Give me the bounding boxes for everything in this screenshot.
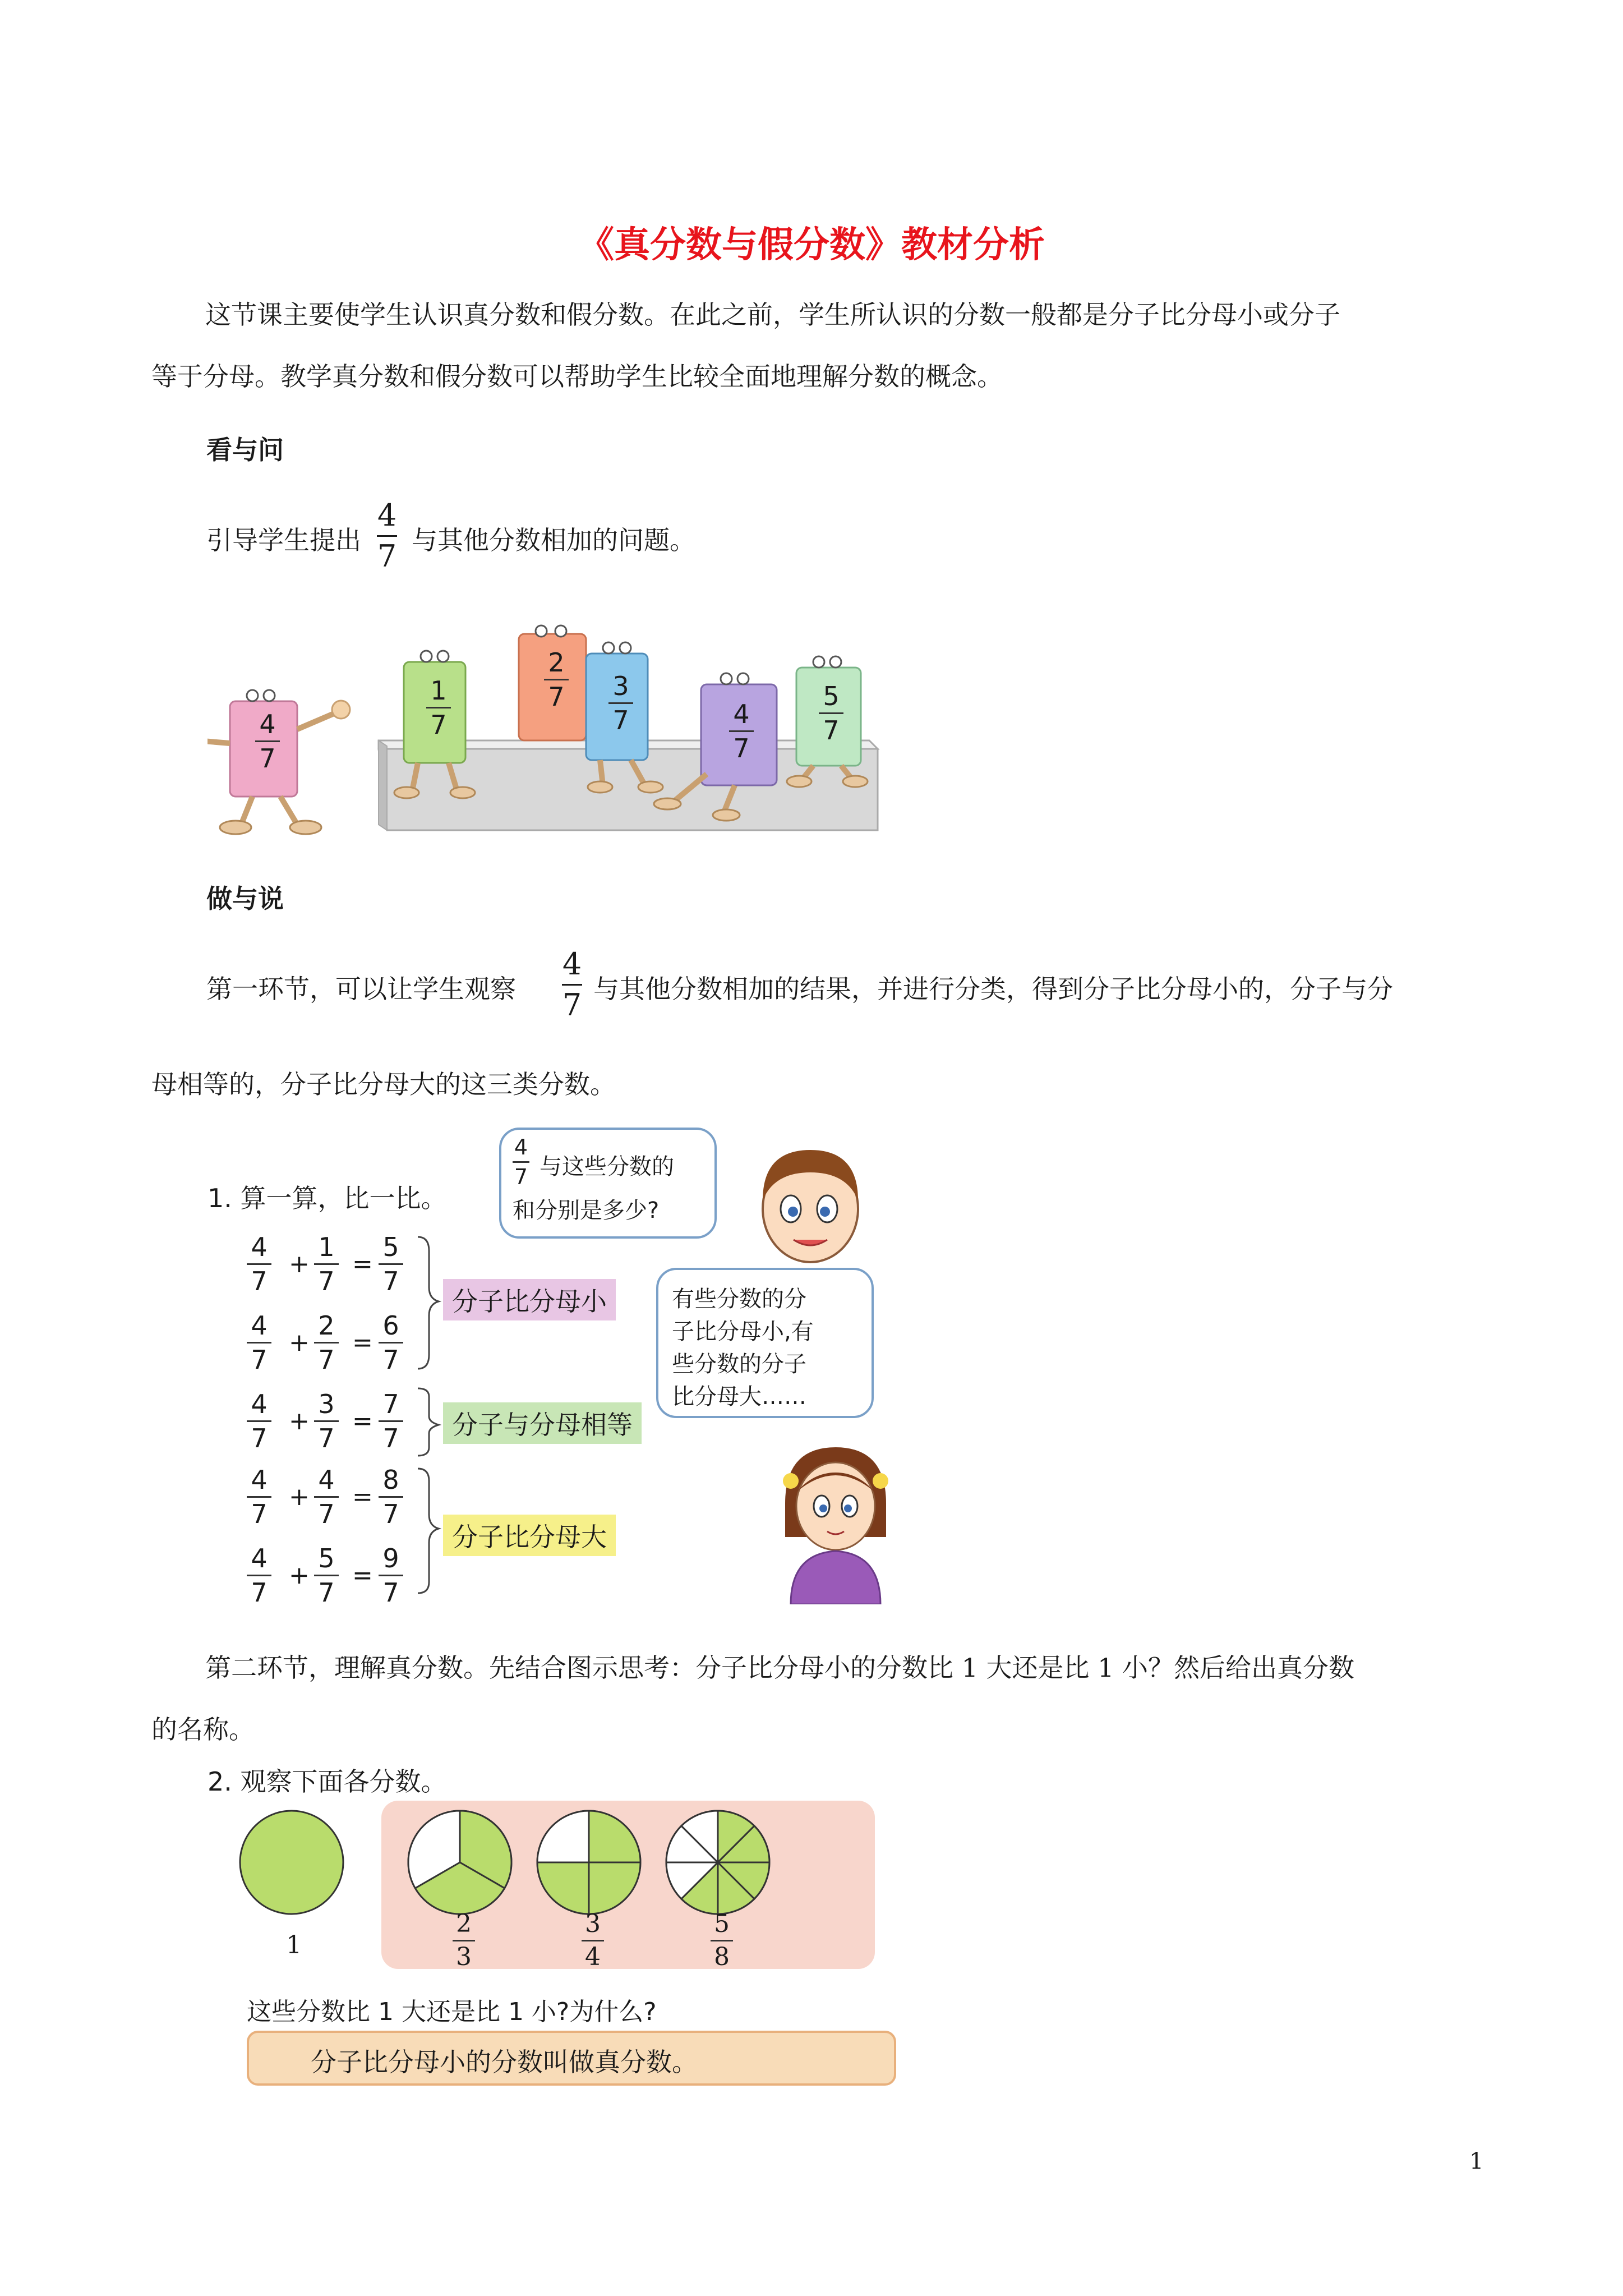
pie-fraction-bar (582, 1940, 604, 1941)
fraction-denominator: 7 (562, 987, 582, 1023)
intro-line-2: 等于分母。教学真分数和假分数可以帮助学生比较全面地理解分数的概念。 (151, 361, 1003, 392)
equation-numerator: 7 (382, 1389, 399, 1419)
inline-fraction (377, 500, 397, 572)
equation-addend-b (314, 1543, 339, 1608)
equation-addend-b (314, 1467, 339, 1527)
plus-sign: + (289, 1407, 310, 1435)
card-denominator: 7 (430, 710, 447, 740)
equation-result (379, 1234, 403, 1294)
equals-sign: = (352, 1328, 373, 1357)
equation-addend-b (314, 1310, 339, 1375)
equation-numerator: 4 (251, 1465, 268, 1495)
inline-fraction (562, 946, 582, 1023)
section1-text-before: 引导学生提出 (206, 525, 361, 555)
equals-sign: = (352, 1250, 373, 1278)
equation-denominator: 7 (382, 1345, 399, 1375)
fraction-denominator: 7 (377, 539, 397, 574)
speech-bubble-top (499, 1128, 717, 1239)
card-numerator: 4 (259, 709, 276, 739)
section2-text-after: 与其他分数相加的结果，并进行分类，得到分子比分母小的，分子与分 (593, 974, 1393, 1004)
card-numerator: 4 (733, 699, 750, 729)
bubble-fraction-denominator: 7 (514, 1165, 528, 1189)
pie-fraction-denominator: 4 (585, 1943, 601, 1971)
card-fraction-bar (426, 707, 451, 708)
fraction-cards-illustration (208, 617, 892, 841)
equation-fraction-bar (247, 1496, 271, 1498)
section-heading-look-ask: 看与问 (206, 435, 284, 465)
exercise-1-label: 1. 算一算，比一比。 (208, 1183, 447, 1213)
equation-numerator: 5 (382, 1232, 399, 1262)
equation-denominator: 7 (251, 1577, 268, 1608)
conclusion-box (247, 2031, 896, 2086)
card-denominator: 7 (823, 715, 840, 746)
section2-line-2: 母相等的，分子比分母大的这三类分数。 (151, 1069, 616, 1099)
card-numerator: 3 (612, 671, 629, 701)
equation-denominator: 7 (382, 1577, 399, 1608)
card-fraction-bar (819, 712, 843, 714)
equation-fraction-bar (247, 1263, 271, 1265)
bubble-top-line-1: 与这些分数的 (540, 1154, 674, 1180)
bubble-fraction (513, 1137, 529, 1188)
equation-numerator: 3 (318, 1389, 335, 1419)
whole-circle-label: 1 (286, 1931, 302, 1959)
fraction-bar (562, 984, 582, 986)
equation-fraction-bar (314, 1496, 339, 1498)
equation-fraction-bar (314, 1342, 339, 1343)
pie-fraction-numerator: 2 (456, 1910, 472, 1938)
equation-denominator: 7 (318, 1345, 335, 1375)
equation-fraction-bar (314, 1420, 339, 1422)
card-denominator: 7 (612, 705, 629, 735)
equals-sign: = (352, 1407, 373, 1435)
card-fraction (608, 673, 633, 733)
card-fraction (544, 647, 569, 712)
page-title: 《真分数与假分数》教材分析 (578, 224, 1045, 266)
equals-sign: = (352, 1483, 373, 1511)
equation-fraction-bar (247, 1420, 271, 1422)
conclusion-text: 分子比分母小的分数叫做真分数。 (311, 2047, 698, 2077)
card-denominator: 7 (733, 733, 750, 763)
bubble-right-line-4: 比分母大…… (672, 1384, 806, 1410)
equation-numerator: 4 (251, 1389, 268, 1419)
pie-fraction-label (711, 1912, 733, 1970)
equation-fraction-bar (379, 1420, 403, 1422)
group-label-greater: 分子比分母大 (443, 1515, 616, 1556)
plus-sign: + (289, 1561, 310, 1590)
equation-denominator: 7 (382, 1499, 399, 1529)
fraction-numerator: 4 (377, 498, 397, 533)
equation-denominator: 7 (318, 1423, 335, 1453)
equation-numerator: 8 (382, 1465, 399, 1495)
equation-denominator: 7 (318, 1577, 335, 1608)
pie-slice (589, 1811, 640, 1862)
equation-fraction-bar (247, 1575, 271, 1576)
speech-bubble-right (656, 1268, 874, 1418)
pie-fraction-denominator: 3 (456, 1943, 472, 1971)
equation-fraction-bar (379, 1575, 403, 1576)
card-numerator: 5 (823, 681, 840, 711)
equation-addend-a (247, 1391, 271, 1451)
pie-question: 这些分数比 1 大还是比 1 小?为什么? (247, 1998, 657, 2026)
equation-addend-a (247, 1543, 271, 1608)
equation-fraction-bar (379, 1263, 403, 1265)
group-label-less: 分子比分母小 (443, 1279, 616, 1320)
card-numerator: 2 (548, 647, 565, 678)
bubble-right-line-1: 有些分数的分 (672, 1286, 806, 1312)
equation-numerator: 2 (318, 1310, 335, 1341)
section-heading-do-say: 做与说 (206, 884, 284, 914)
fraction-numerator: 4 (562, 946, 582, 982)
equation-fraction-bar (314, 1575, 339, 1576)
equation-result (379, 1467, 403, 1527)
bubble-fraction-bar (513, 1161, 529, 1163)
equation-numerator: 4 (251, 1543, 268, 1573)
card-fraction-bar (729, 730, 754, 732)
addition-exercise-figure (208, 1128, 909, 1608)
equation-denominator: 7 (382, 1266, 399, 1296)
pie-fraction-label (582, 1912, 604, 1970)
girl-avatar (774, 1442, 897, 1604)
group-braces (415, 1234, 443, 1599)
equation-fraction-bar (314, 1263, 339, 1265)
pie-exercise-figure (208, 1761, 909, 2098)
pie-slice (537, 1862, 589, 1914)
card-fraction (819, 681, 843, 746)
equation-numerator: 9 (382, 1543, 399, 1573)
equation-numerator: 4 (251, 1310, 268, 1341)
plus-sign: + (289, 1328, 310, 1357)
equation-fraction-bar (379, 1342, 403, 1343)
bubble-right-line-2: 子比分母小,有 (672, 1319, 814, 1345)
equation-numerator: 1 (318, 1232, 335, 1262)
equation-denominator: 7 (251, 1266, 268, 1296)
equation-addend-a (247, 1234, 271, 1294)
equation-addend-a (247, 1310, 271, 1375)
equation-numerator: 4 (251, 1232, 268, 1262)
equation-denominator: 7 (382, 1423, 399, 1453)
section1-text-after: 与其他分数相加的问题。 (412, 525, 695, 555)
card-numerator: 1 (430, 675, 447, 706)
page-number: 1 (1469, 2148, 1484, 2174)
pie-slice (589, 1862, 640, 1914)
card-denominator: 7 (548, 682, 565, 712)
card-fraction (729, 701, 754, 761)
plus-sign: + (289, 1483, 310, 1511)
bubble-top-line-2: 和分别是多少? (513, 1198, 660, 1223)
pie-fraction-numerator: 5 (714, 1910, 730, 1938)
pie-charts (208, 1801, 909, 1924)
fraction-bar (377, 535, 397, 537)
pie-fraction-denominator: 8 (714, 1943, 730, 1971)
equation-denominator: 7 (318, 1499, 335, 1529)
card-fraction-bar (608, 702, 633, 704)
bubble-fraction-numerator: 4 (514, 1135, 528, 1159)
card-fraction-bar (255, 740, 280, 742)
pie-fraction-label (453, 1912, 475, 1970)
pie-fraction-bar (453, 1940, 475, 1941)
equation-addend-b (314, 1391, 339, 1451)
boy-avatar (746, 1139, 875, 1268)
equation-result (379, 1391, 403, 1451)
card-denominator: 7 (259, 743, 276, 774)
pie-fraction-bar (711, 1940, 733, 1941)
section3-line-2: 的名称。 (151, 1714, 255, 1745)
equation-result (379, 1310, 403, 1375)
equation-addend-a (247, 1467, 271, 1527)
bubble-right-line-3: 些分数的分子 (672, 1351, 806, 1377)
card-fraction (426, 675, 451, 740)
equation-fraction-bar (247, 1342, 271, 1343)
equation-addend-b (314, 1234, 339, 1294)
group-label-equal: 分子与分母相等 (443, 1402, 642, 1444)
equation-numerator: 5 (318, 1543, 335, 1573)
section2-text-before: 第一环节，可以让学生观察 (206, 974, 516, 1004)
pie-fraction-numerator: 3 (585, 1910, 601, 1938)
card-fraction (255, 709, 280, 774)
equation-fraction-bar (379, 1496, 403, 1498)
equation-numerator: 6 (382, 1310, 399, 1341)
whole-circle (240, 1811, 343, 1914)
pie-slice (537, 1811, 589, 1862)
equation-result (379, 1543, 403, 1608)
equation-denominator: 7 (318, 1266, 335, 1296)
card-fraction-bar (544, 679, 569, 680)
section3-line-1: 第二环节，理解真分数。先结合图示思考：分子比分母小的分数比 1 大还是比 1 小？然后给出真分数 (205, 1653, 1355, 1683)
equation-numerator: 4 (318, 1465, 335, 1495)
equation-denominator: 7 (251, 1423, 268, 1453)
intro-line-1: 这节课主要使学生认识真分数和假分数。在此之前，学生所认识的分数一般都是分子比分母小或分子 (205, 300, 1340, 330)
plus-sign: + (289, 1250, 310, 1278)
equation-denominator: 7 (251, 1499, 268, 1529)
equation-denominator: 7 (251, 1345, 268, 1375)
equals-sign: = (352, 1561, 373, 1590)
exercise-2-label: 2. 观察下面各分数。 (208, 1766, 447, 1797)
